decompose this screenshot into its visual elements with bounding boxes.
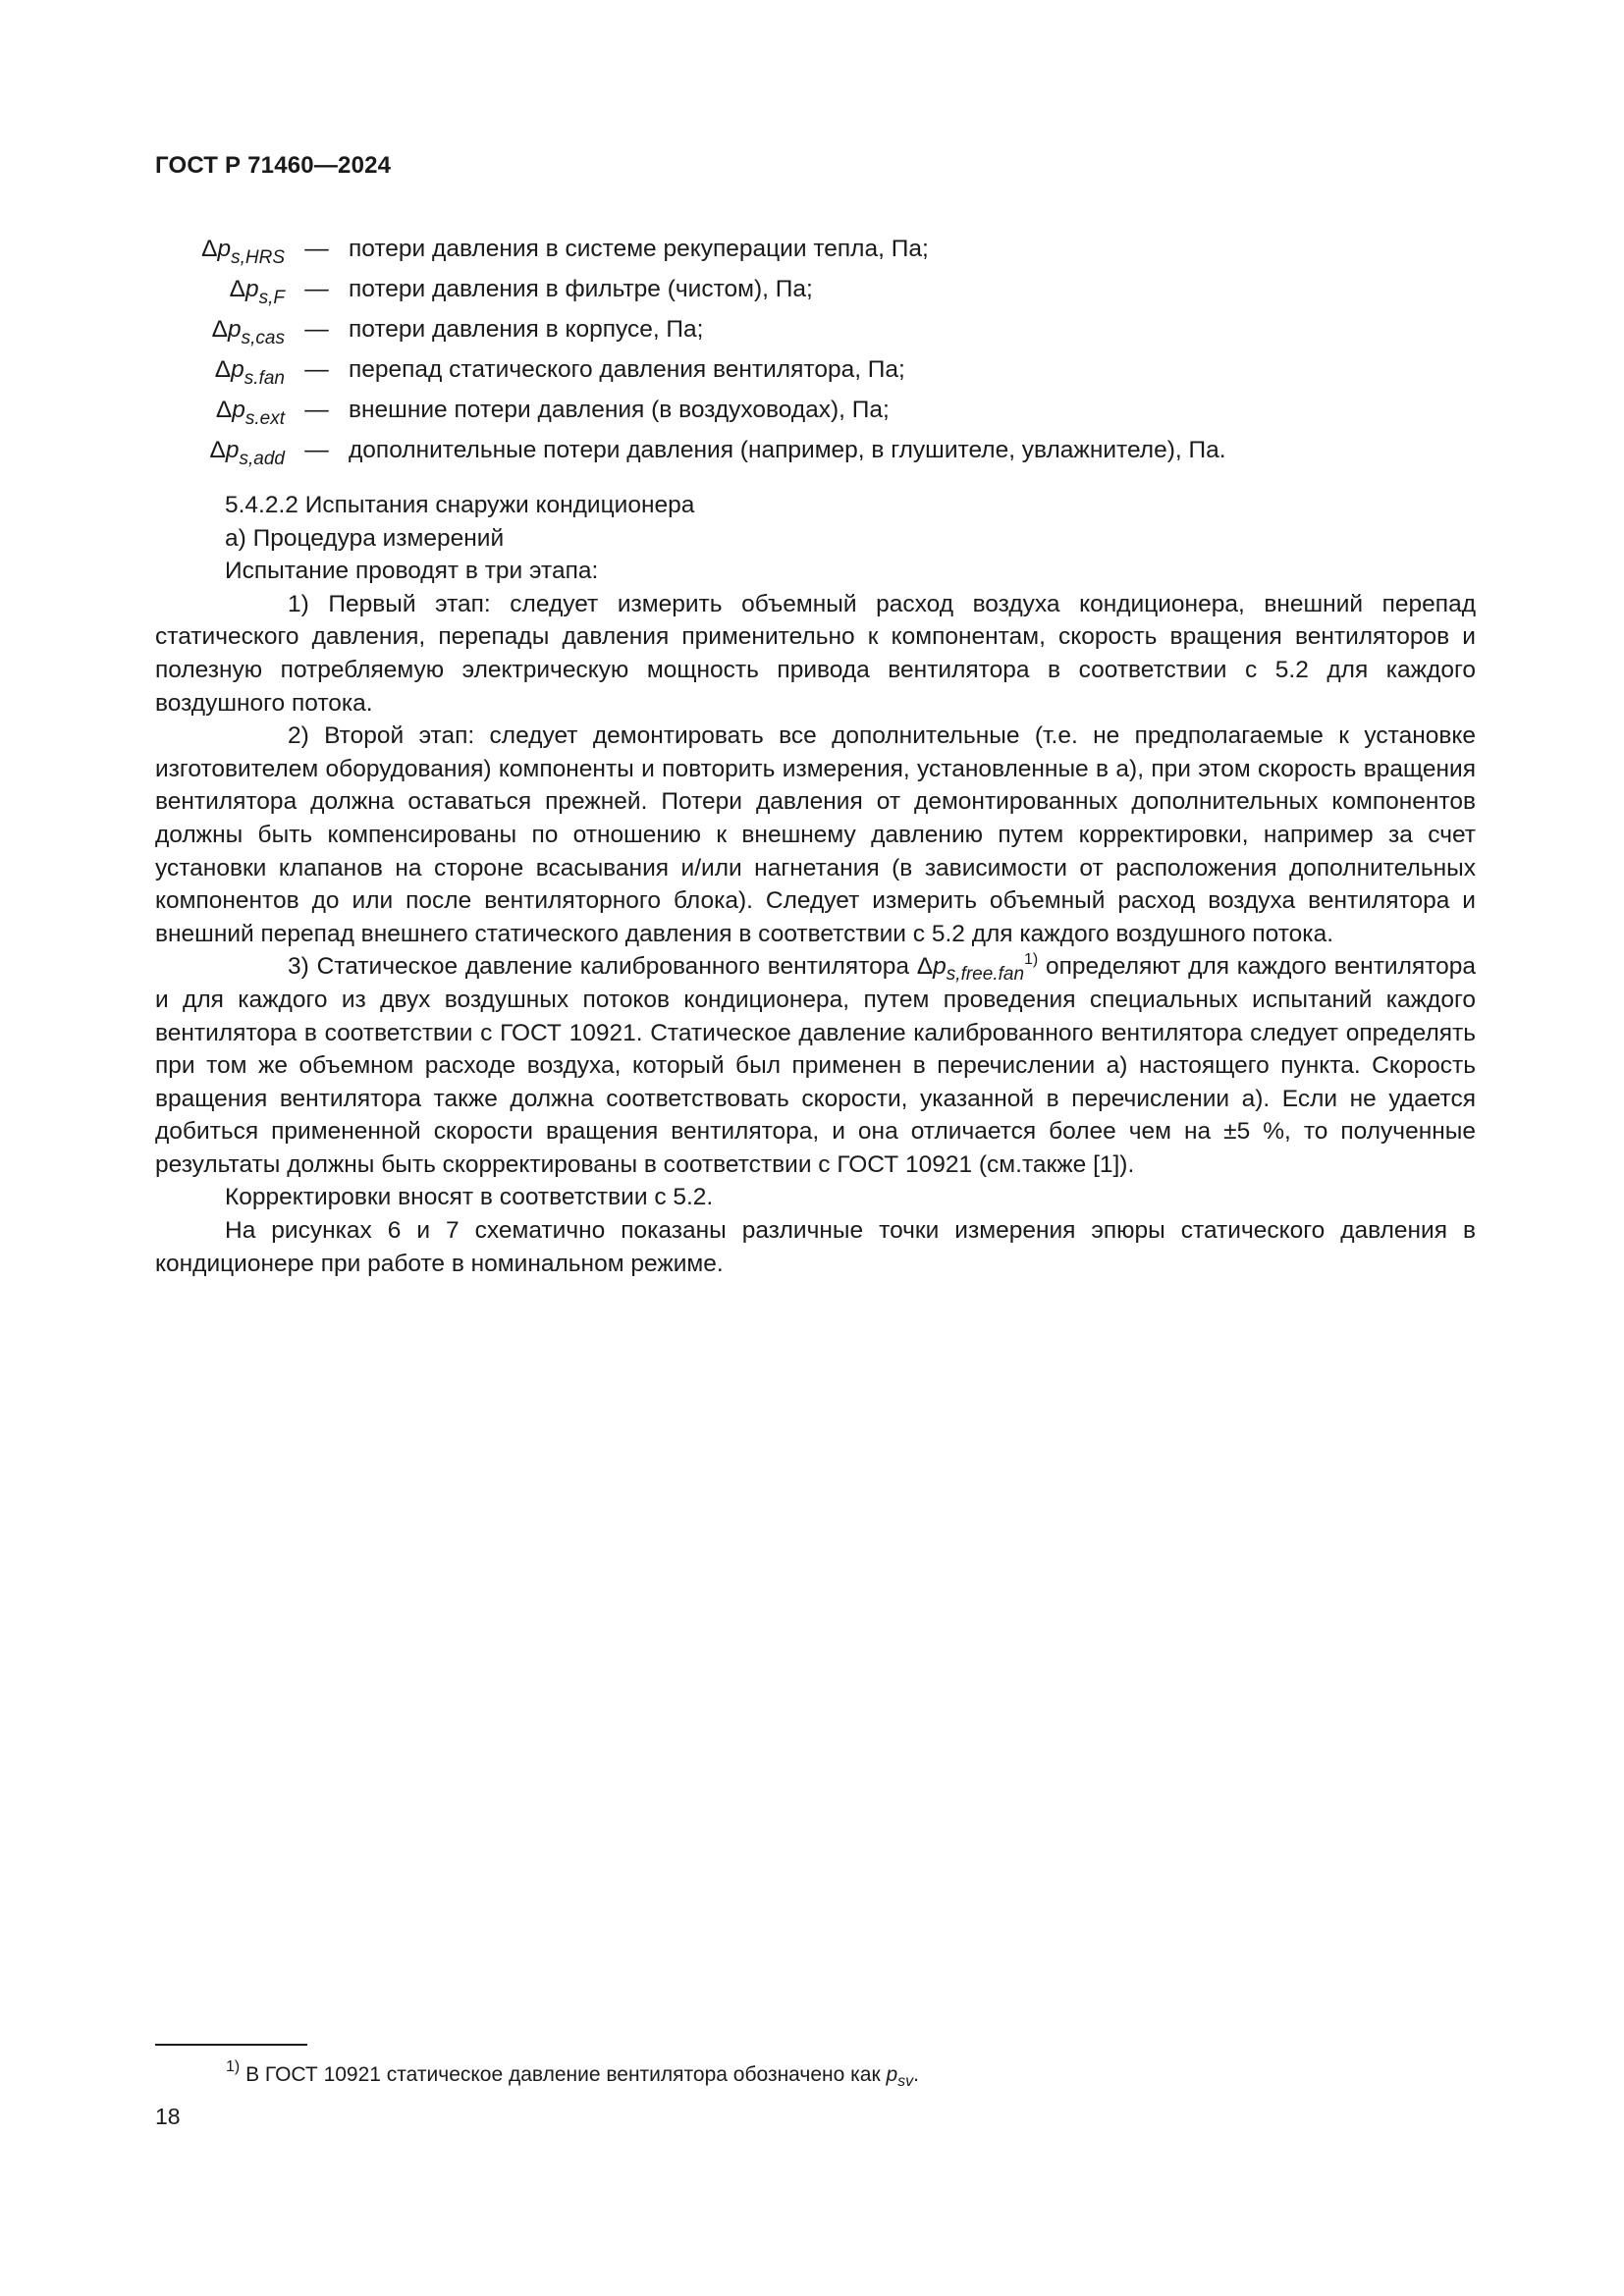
step1-paragraph: 1) Первый этап: следует измерить объемный расход воздуха кондиционера, внешний перепад статического давления, перепады давления применительно к компонентам, скорость вращения вентиляторов и полезную потребляемую электрическую мощность привода вентилятора в соответствии с 5.2 для каждого воздушного потока. (155, 590, 1476, 717)
definition-row (147, 397, 1483, 437)
body-text (155, 489, 1476, 1280)
definition-row (147, 316, 1483, 356)
definition-row (147, 356, 1483, 397)
definition-text: дополнительные потери давления (например, в глушителе, увлажнителе), Па. (349, 437, 1226, 463)
definition-symbol: $\Delta p_{s,F}$ (229, 276, 285, 308)
definition-symbol: $\Delta p_{s,add}$ (209, 437, 285, 469)
definition-symbol: $\Delta p_{s,cas}$ (211, 316, 285, 348)
definition-dash: — (304, 356, 329, 383)
corrections-paragraph: Корректировки вносят в соответствии с 5.2. (225, 1184, 714, 1211)
footnote-divider (155, 2044, 307, 2046)
page-number: 18 (155, 2104, 181, 2129)
definitions-list (147, 236, 1483, 477)
definition-text: перепад статического давления вентилятора, Па; (349, 356, 905, 383)
definition-dash: — (304, 397, 329, 423)
figures-paragraph: На рисунках 6 и 7 схематично показаны различные точки измерения эпюры статического давления в кондиционере при работе в номинальном режиме. (155, 1217, 1476, 1277)
section-heading: 5.4.2.2 Испытания снаружи кондиционера (225, 492, 695, 518)
definition-text: потери давления в фильтре (чистом), Па; (349, 276, 813, 302)
definition-dash: — (304, 236, 329, 262)
definition-symbol: $\Delta p_{s,HRS}$ (201, 236, 285, 268)
footnote: $^{1)}$ В ГОСТ 10921 статическое давление вентилятора обозначено как $p_{sv}$. (226, 2058, 919, 2090)
definition-row (147, 276, 1483, 316)
document-header: ГОСТ Р 71460—2024 (155, 152, 392, 179)
definition-symbol: $\Delta p_{s.fan}$ (214, 356, 285, 389)
definition-dash: — (304, 276, 329, 302)
definition-row (147, 437, 1483, 477)
definition-text: внешние потери давления (в воздуховодах), Па; (349, 397, 890, 423)
definition-dash: — (304, 316, 329, 343)
definition-dash: — (304, 437, 329, 463)
definition-symbol: $\Delta p_{s.ext}$ (215, 397, 285, 429)
definition-row (147, 236, 1483, 276)
step3-paragraph: 3) Статическое давление калиброванного вентилятора $\Delta p_{s,free.fan}^{1)}$ определяют для каждого вентилятора и для каждого из двух воздушных потоков кондиционера, путем проведения специальных испытаний каждого вентилятора в соответствии с ГОСТ 10921. Статическое давление калиброванного вентилятора следует определять при том же объемном расходе воздуха, который был применен в перечислении а) настоящего пункта. Скорость вращения вентилятора также должна соответствовать скорости, указанной в перечислении а). Если не удается добиться примененной скорости вращения вентилятора, и она отличается более чем на ±5 %, то полученные результаты должны быть скорректированы в соответствии с ГОСТ 10921 (см.также [1]). (155, 951, 1476, 1178)
definition-text: потери давления в корпусе, Па; (349, 316, 704, 343)
item-a-heading: а) Процедура измерений (225, 524, 505, 552)
definition-text: потери давления в системе рекуперации тепла, Па; (349, 236, 929, 262)
intro-paragraph: Испытание проводят в три этапа: (225, 558, 599, 585)
footnote-ref: 1) (1024, 951, 1039, 969)
step2-paragraph: 2) Второй этап: следует демонтировать все дополнительные (т.е. не предполагаемые к установке изготовителем оборудования) компоненты и повторить измерения, установленные в а), при этом скорость вращения вентилятора должна оставаться прежней. Потери давления от демонтированных дополнительных компонентов должны быть компенсированы по отношению к внешнему давлению путем корректировки, например за счет установки клапанов на стороне всасывания и/или нагнетания (в зависимости от расположения дополнительных компонентов до или после вентиляторного блока). Следует измерить объемный расход воздуха вентилятора и внешний перепад внешнего статического давления в соответствии с 5.2 для каждого воздушного потока. (155, 722, 1476, 947)
